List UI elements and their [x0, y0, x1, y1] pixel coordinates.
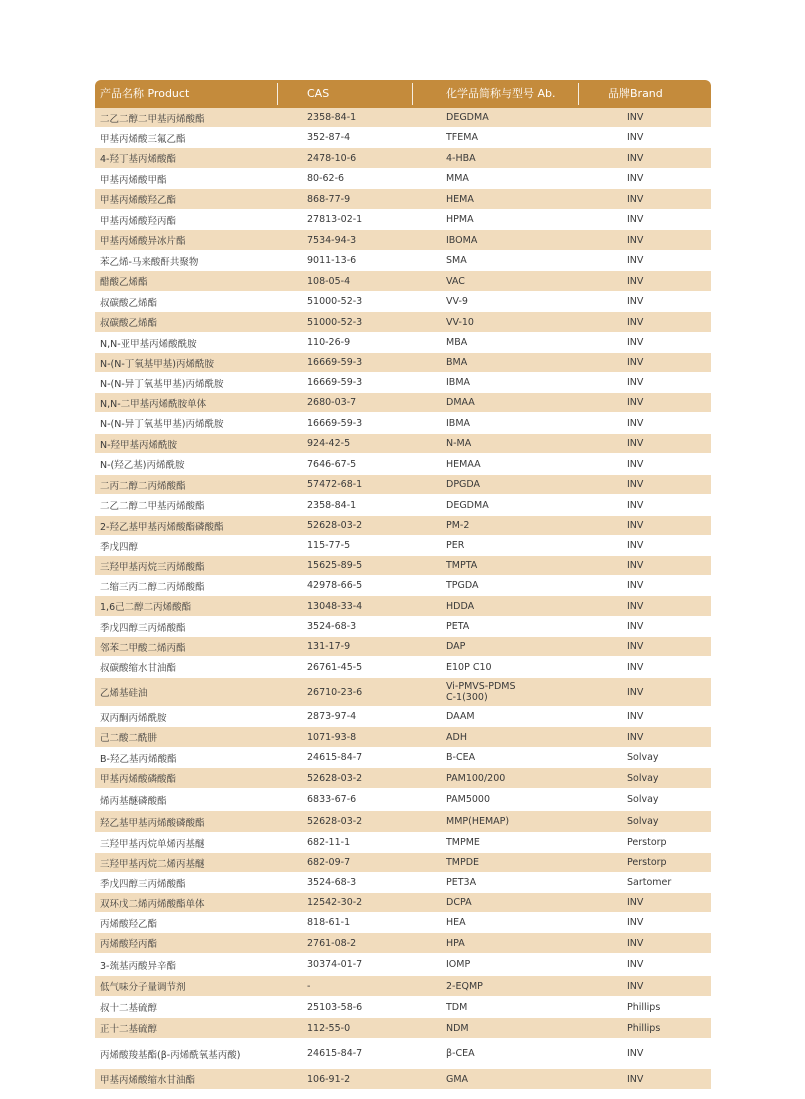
table-row: [95, 596, 711, 617]
table-row: [95, 1069, 711, 1090]
cas-number: 52628-03-2: [307, 520, 363, 531]
brand: INV: [627, 397, 644, 408]
table-row: [95, 707, 711, 727]
brand: INV: [627, 499, 644, 511]
cas-number: 26710-23-6: [307, 686, 363, 698]
product-name: 烯丙基醚磷酸酯: [100, 795, 167, 807]
table-row: [95, 657, 711, 678]
brand: INV: [627, 731, 644, 743]
product-name: 甲基丙烯酸三氟乙酯: [100, 133, 186, 145]
abbreviation: PET3A: [446, 877, 477, 888]
cas-number: 868-77-9: [307, 193, 351, 205]
cas-number: 108-05-4: [307, 275, 351, 287]
brand: INV: [627, 1048, 644, 1059]
product-name: 季戊四醇三丙烯酸酯: [100, 878, 186, 890]
table-row: [95, 789, 711, 811]
brand: INV: [627, 255, 644, 266]
header-abbreviation: 化学品简称与型号 Ab.: [446, 87, 556, 100]
brand: INV: [627, 1073, 644, 1085]
product-name: 双丙酮丙烯酰胺: [100, 712, 167, 724]
cas-number: 682-09-7: [307, 857, 351, 868]
abbreviation: PETA: [446, 621, 470, 632]
header-brand: 品牌Brand: [608, 87, 663, 100]
product-name: 叔十二基硫醇: [100, 1003, 158, 1014]
cas-number: 7646-67-5: [307, 458, 357, 470]
product-name: 低气味分子量调节剂: [100, 982, 186, 993]
brand: INV: [627, 337, 644, 348]
cas-number: 15625-89-5: [307, 560, 363, 571]
table-row: [95, 128, 711, 148]
abbreviation: TMPDE: [446, 857, 480, 868]
brand: INV: [627, 686, 644, 698]
abbreviation: E10P C10: [446, 661, 492, 673]
product-name: 季戊四醇三丙烯酸酯: [100, 622, 186, 634]
abbreviation: HEMA: [446, 193, 474, 205]
product-name: 4-羟丁基丙烯酸酯: [100, 154, 176, 165]
table-row: [95, 516, 711, 536]
cas-number: 26761-45-5: [307, 661, 363, 673]
table-body: [95, 108, 711, 1090]
brand: INV: [627, 980, 644, 992]
abbreviation: PAM5000: [446, 794, 490, 805]
cas-number: 131-17-9: [307, 641, 351, 652]
brand: INV: [627, 711, 644, 722]
cas-number: 25103-58-6: [307, 1001, 363, 1013]
table-row: [95, 727, 711, 748]
brand: INV: [627, 234, 644, 246]
product-name: 甲基丙烯酸异冰片酯: [100, 236, 186, 247]
brand: Solvay: [627, 772, 659, 784]
abbreviation: NDM: [446, 1022, 469, 1034]
table-row: [95, 678, 711, 707]
cas-number: 3524-68-3: [307, 621, 357, 632]
abbreviation: ADH: [446, 731, 467, 743]
abbreviation: MMP(HEMAP): [446, 816, 510, 827]
brand: INV: [627, 112, 644, 123]
abbreviation: PER: [446, 540, 465, 551]
abbreviation: IBMA: [446, 377, 471, 388]
product-name: 2-羟乙基甲基丙烯酸酯磷酸酯: [100, 521, 224, 533]
brand: Solvay: [627, 794, 659, 805]
brand: INV: [627, 959, 644, 970]
brand: INV: [627, 580, 644, 591]
brand: INV: [627, 937, 644, 949]
cas-number: 110-26-9: [307, 337, 351, 348]
table-row: [95, 210, 711, 230]
abbreviation: VAC: [446, 275, 465, 287]
brand: Perstorp: [627, 837, 667, 848]
brand: INV: [627, 479, 644, 490]
brand: INV: [627, 641, 644, 652]
brand: INV: [627, 173, 644, 184]
abbreviation: BMA: [446, 357, 468, 368]
product-name: 3-巯基丙酸异辛酯: [100, 960, 176, 972]
abbreviation: TPGDA: [446, 580, 479, 591]
cas-number: 30374-01-7: [307, 959, 363, 970]
table-row: [95, 853, 711, 873]
table-row: [95, 148, 711, 169]
product-name: 己二酸二酰肼: [100, 733, 158, 744]
product-name: 1,6己二醇二丙烯酸酯: [100, 602, 192, 613]
table-row: [95, 373, 711, 393]
brand: INV: [627, 560, 644, 571]
product-name: 季戊四醇: [100, 541, 139, 553]
brand: INV: [627, 132, 644, 143]
table-row: [95, 976, 711, 997]
brand: INV: [627, 417, 644, 429]
product-name: 叔碳酸乙烯酯: [100, 318, 158, 329]
table-row: [95, 393, 711, 413]
abbreviation: TFEMA: [446, 132, 478, 143]
cas-number: 13048-33-4: [307, 600, 363, 612]
cas-number: 352-87-4: [307, 132, 351, 143]
brand: Solvay: [627, 816, 659, 827]
cas-number: 2873-97-4: [307, 711, 357, 722]
header-divider: [277, 83, 278, 105]
product-name: N-(N-丁氧基甲基)丙烯酰胺: [100, 358, 214, 370]
abbreviation: DPGDA: [446, 479, 481, 490]
abbreviation: PM-2: [446, 520, 470, 531]
table-row: [95, 454, 711, 475]
abbreviation: HEMAA: [446, 458, 481, 470]
cas-number: 1071-93-8: [307, 731, 357, 743]
product-name: B-羟乙基丙烯酸酯: [100, 753, 177, 765]
cas-number: 9011-13-6: [307, 255, 357, 266]
product-name: 苯乙烯-马来酸酐共聚物: [100, 256, 199, 268]
table-row: [95, 271, 711, 292]
cas-number: 682-11-1: [307, 837, 351, 848]
cas-number: 57472-68-1: [307, 479, 363, 490]
table-row: [95, 312, 711, 333]
product-name: 甲基丙烯酸磷酸酯: [100, 774, 177, 785]
brand: INV: [627, 520, 644, 531]
product-name: 三羟甲基丙烷单烯丙基醚: [100, 838, 205, 850]
abbreviation: β-CEA: [446, 1048, 475, 1059]
abbreviation: DMAA: [446, 397, 475, 408]
cas-number: 3524-68-3: [307, 877, 357, 888]
table-row: [95, 637, 711, 657]
brand: INV: [627, 661, 644, 673]
table-row: [95, 833, 711, 853]
cas-number: 6833-67-6: [307, 794, 357, 805]
product-name: 二缩三丙二醇二丙烯酸酯: [100, 581, 205, 593]
cas-number: 2358-84-1: [307, 112, 357, 123]
abbreviation: IBOMA: [446, 234, 478, 246]
cas-number: 2478-10-6: [307, 152, 357, 164]
brand: INV: [627, 897, 644, 908]
brand: INV: [627, 438, 644, 449]
abbreviation: DAP: [446, 641, 466, 652]
cas-number: 24615-84-7: [307, 1048, 363, 1059]
product-name: N,N-二甲基丙烯酰胺单体: [100, 398, 207, 410]
abbreviation: TMPME: [446, 837, 480, 848]
product-name: N-(N-异丁氧基甲基)丙烯酰胺: [100, 419, 224, 430]
brand: Phillips: [627, 1022, 661, 1034]
table-row: [95, 495, 711, 516]
product-name: 邻苯二甲酸二烯丙酯: [100, 642, 186, 654]
table-row: [95, 169, 711, 189]
table-row: [95, 873, 711, 893]
abbreviation: VV-10: [446, 316, 474, 328]
abbreviation: HPA: [446, 937, 465, 949]
table-row: [95, 893, 711, 913]
header-cas: CAS: [307, 87, 330, 100]
table-row: [95, 954, 711, 976]
abbreviation: GMA: [446, 1073, 469, 1085]
table-row: [95, 811, 711, 833]
product-name: 甲基丙烯酸羟乙酯: [100, 195, 177, 206]
cas-number: 52628-03-2: [307, 772, 363, 784]
product-name: 二丙二醇二丙烯酸酯: [100, 480, 186, 492]
abbreviation: MBA: [446, 337, 468, 348]
table-row: [95, 933, 711, 954]
cas-number: 112-55-0: [307, 1022, 351, 1034]
table-row: [95, 997, 711, 1018]
product-name: 醋酸乙烯酯: [100, 277, 148, 288]
product-table: [95, 80, 711, 1090]
abbreviation: PAM100/200: [446, 772, 506, 784]
table-row: [95, 768, 711, 789]
table-row: [95, 108, 711, 128]
brand: Solvay: [627, 752, 659, 763]
brand: INV: [627, 377, 644, 388]
abbreviation: TMPTA: [446, 560, 478, 571]
cas-number: 924-42-5: [307, 438, 351, 449]
abbreviation: DEGDMA: [446, 499, 489, 511]
cas-number: 24615-84-7: [307, 752, 363, 763]
abbreviation: Vi-PMVS-PDMS C-1(300): [446, 681, 516, 703]
abbreviation: N-MA: [446, 438, 472, 449]
table-header: [95, 80, 711, 108]
product-name: 甲基丙烯酸羟丙酯: [100, 215, 177, 227]
abbreviation: HPMA: [446, 214, 474, 225]
brand: INV: [627, 152, 644, 164]
abbreviation: VV-9: [446, 296, 468, 307]
cas-number: 52628-03-2: [307, 816, 363, 827]
product-name: 叔碳酸乙烯酯: [100, 297, 158, 309]
brand: INV: [627, 600, 644, 612]
brand: INV: [627, 193, 644, 205]
table-row: [95, 333, 711, 353]
brand: Sartomer: [627, 877, 672, 888]
abbreviation: 2-EQMP: [446, 980, 483, 992]
product-name: 二乙二醇二甲基丙烯酸酯: [100, 113, 205, 125]
cas-number: 115-77-5: [307, 540, 351, 551]
table-row: [95, 1018, 711, 1039]
abbreviation: HDDA: [446, 600, 475, 612]
header-divider: [578, 83, 579, 105]
table-row: [95, 353, 711, 373]
cas-number: 16669-59-3: [307, 377, 363, 388]
product-name: 双环戊二烯丙烯酸酯单体: [100, 898, 205, 910]
table-row: [95, 1039, 711, 1069]
abbreviation: MMA: [446, 173, 469, 184]
brand: INV: [627, 316, 644, 328]
table-row: [95, 434, 711, 454]
cas-number: 2358-84-1: [307, 499, 357, 511]
product-name: N-羟甲基丙烯酰胺: [100, 439, 178, 451]
abbreviation: B-CEA: [446, 752, 476, 763]
product-name: 甲基丙烯酸甲酯: [100, 174, 167, 186]
product-name: N,N-亚甲基丙烯酸酰胺: [100, 338, 197, 350]
abbreviation: DEGDMA: [446, 112, 489, 123]
brand: INV: [627, 296, 644, 307]
brand: INV: [627, 458, 644, 470]
table-row: [95, 617, 711, 637]
cas-number: 51000-52-3: [307, 316, 363, 328]
cas-number: 80-62-6: [307, 173, 345, 184]
cas-number: 16669-59-3: [307, 357, 363, 368]
table-row: [95, 230, 711, 251]
brand: INV: [627, 214, 644, 225]
abbreviation: DCPA: [446, 897, 472, 908]
cas-number: 16669-59-3: [307, 417, 363, 429]
abbreviation: IBMA: [446, 417, 471, 429]
product-name: 丙烯酸羟乙酯: [100, 918, 158, 930]
product-name: 正十二基硫醇: [100, 1024, 158, 1035]
brand: INV: [627, 621, 644, 632]
abbreviation: DAAM: [446, 711, 475, 722]
brand: INV: [627, 275, 644, 287]
cas-number: 818-61-1: [307, 917, 351, 928]
header-divider: [412, 83, 413, 105]
header-product: 产品名称 Product: [100, 87, 190, 100]
cas-number: 12542-30-2: [307, 897, 363, 908]
table-row: [95, 748, 711, 768]
cas-number: 106-91-2: [307, 1073, 351, 1085]
cas-number: 27813-02-1: [307, 214, 363, 225]
brand: INV: [627, 357, 644, 368]
brand: Phillips: [627, 1001, 661, 1013]
abbreviation: TDM: [446, 1001, 468, 1013]
brand: INV: [627, 917, 644, 928]
cas-number: 51000-52-3: [307, 296, 363, 307]
brand: Perstorp: [627, 857, 667, 868]
abbreviation: SMA: [446, 255, 467, 266]
cas-number: -: [307, 980, 311, 992]
cas-number: 7534-94-3: [307, 234, 357, 246]
product-name: 甲基丙烯酸缩水甘油酯: [100, 1075, 196, 1086]
table-row: [95, 189, 711, 210]
product-name: 三羟甲基丙烷三丙烯酸酯: [100, 561, 205, 573]
cas-number: 42978-66-5: [307, 580, 363, 591]
table-row: [95, 413, 711, 434]
product-name: 羟乙基甲基丙烯酸磷酸酯: [100, 817, 205, 829]
table-row: [95, 251, 711, 271]
table-row: [95, 913, 711, 933]
cas-number: 2680-03-7: [307, 397, 357, 408]
table-row: [95, 475, 711, 495]
product-name: 三羟甲基丙烷二烯丙基醚: [100, 858, 205, 870]
table-row: [95, 292, 711, 312]
abbreviation: 4-HBA: [446, 152, 476, 164]
product-name: 叔碳酸缩水甘油酯: [100, 663, 177, 674]
abbreviation: HEA: [446, 917, 466, 928]
table-row: [95, 576, 711, 596]
brand: INV: [627, 540, 644, 551]
table-row: [95, 556, 711, 576]
product-name: N-(羟乙基)丙烯酰胺: [100, 460, 185, 471]
product-name: 丙烯酸羟丙酯: [100, 939, 158, 950]
product-name: 丙烯酸羧基酯(β-丙烯酰氧基丙酸): [100, 1049, 241, 1061]
product-name: 二乙二醇二甲基丙烯酸酯: [100, 501, 205, 512]
abbreviation: IOMP: [446, 959, 471, 970]
product-name: 乙烯基硅油: [100, 688, 148, 699]
table-row: [95, 536, 711, 556]
product-name: N-(N-异丁氧基甲基)丙烯酰胺: [100, 378, 224, 390]
cas-number: 2761-08-2: [307, 937, 357, 949]
